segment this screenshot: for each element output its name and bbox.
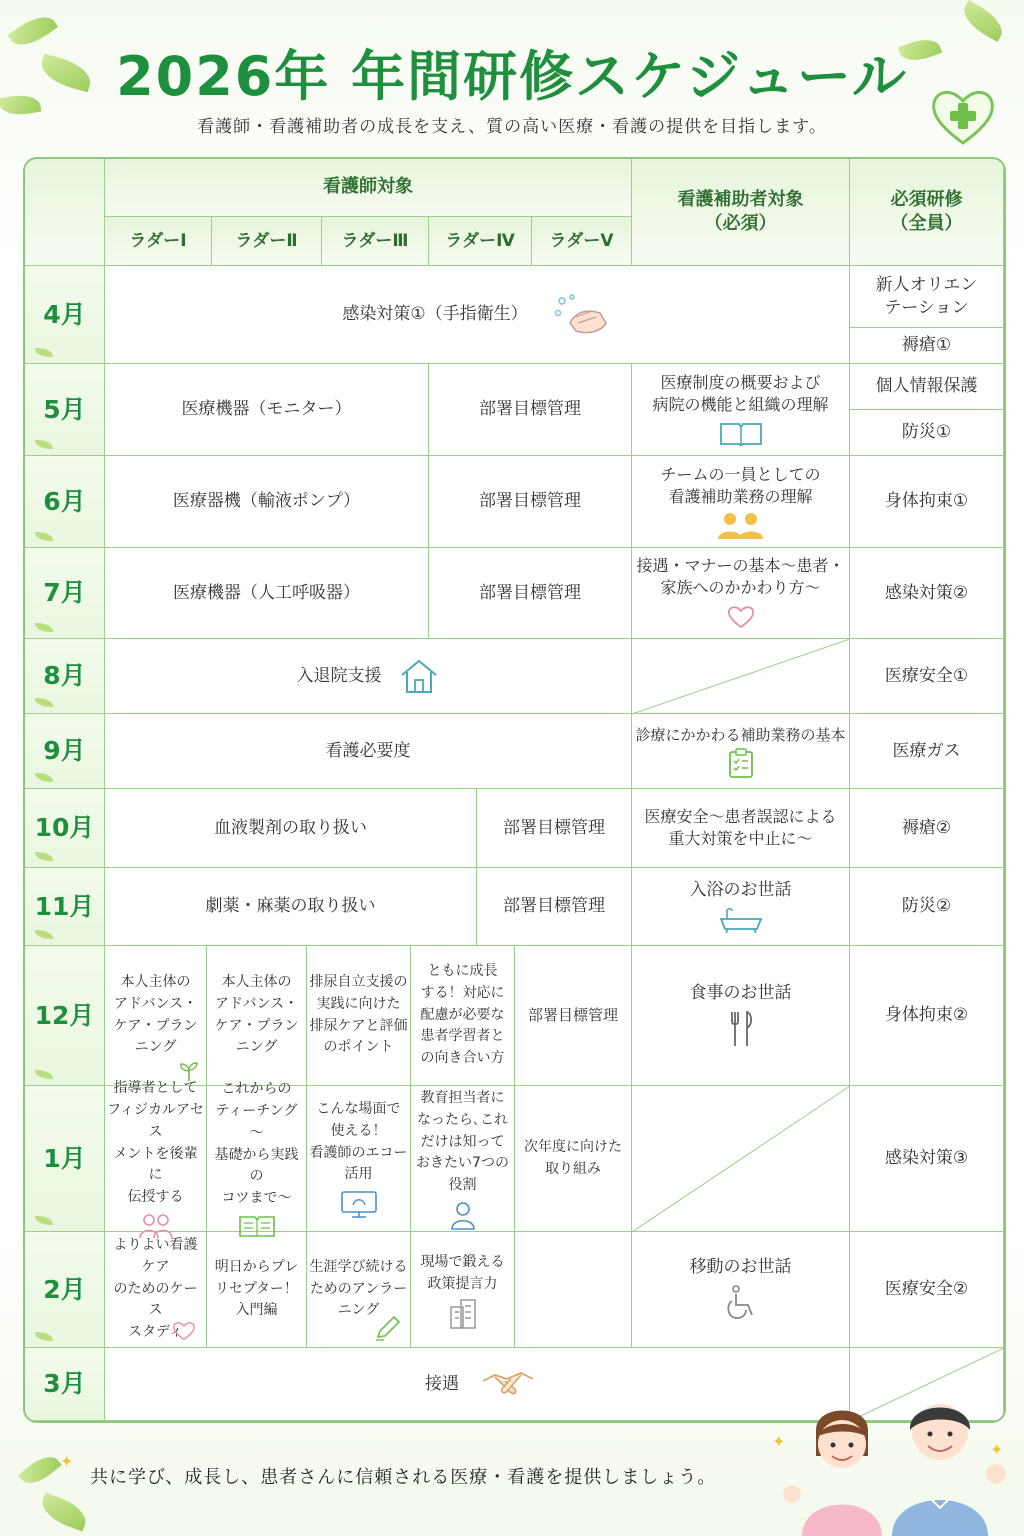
sep-aide (632, 714, 850, 789)
house-icon (398, 657, 440, 695)
feb-ladder-3 (307, 1232, 411, 1348)
oct-req (850, 789, 1004, 868)
handshake-icon (481, 1367, 535, 1401)
sparkle-icon: ✦ (990, 1440, 1004, 1459)
jan-ladder-1 (105, 1080, 207, 1232)
course-title: 接遇 (425, 1373, 459, 1394)
mar-nurse-course (105, 1348, 850, 1421)
feb-req (850, 1232, 1004, 1348)
jun-nurse-course (105, 456, 429, 548)
course-title: 新人オリエン テーション (875, 274, 978, 318)
course-title: 個人情報保護 (875, 376, 978, 397)
course-title: 接遇・マナーの基本～患者・ 家族へのかかわり方～ (636, 556, 845, 597)
nov-nurse-course (105, 868, 477, 946)
month-aug (25, 639, 105, 714)
oct-nurse-course (105, 789, 477, 868)
sparkle-icon: ✦ (772, 1432, 786, 1451)
month-jul (25, 548, 105, 639)
dec-aide (632, 946, 850, 1086)
heart-icon (727, 605, 755, 629)
ladder-label: ラダーⅢ (341, 230, 409, 251)
sep-req (850, 714, 1004, 789)
course-title: 部署目標管理 (479, 399, 581, 420)
course-title: チームの一員としての 看護補助業務の理解 (660, 464, 821, 506)
course-title: 移動のお世話 (689, 1257, 792, 1278)
month-label: 7月 (43, 578, 86, 608)
nov-aide (632, 868, 850, 946)
header-aide-label: 看護補助者対象 （必須） (677, 188, 804, 234)
course-title: 現場で鍛える 政策提言力 (420, 1253, 505, 1292)
dec-ladder-2 (207, 946, 307, 1086)
course-title: 入退院支援 (296, 665, 382, 686)
course-title: 医療安全② (884, 1279, 969, 1300)
course-title: こんな場面で 使える！ 看護師のエコー 活用 (309, 1101, 408, 1183)
cutlery-icon (727, 1010, 755, 1048)
nov-mgmt (477, 868, 632, 946)
course-title: 看護必要度 (325, 740, 411, 761)
hand-wash-icon (552, 293, 612, 337)
course-title: よりよい看護ケア のためのケース スタディ (113, 1237, 198, 1341)
course-title: 部署目標管理 (479, 491, 581, 512)
jun-mgmt (429, 456, 632, 548)
course-title: 指導者として フィジカルアセス メントを後輩に 伝授する (107, 1080, 204, 1205)
header-nurses-label: 看護師対象 (323, 176, 413, 198)
month-label: 11月 (34, 891, 95, 921)
course-title: 感染対策③ (884, 1148, 969, 1169)
leaf-decoration (37, 1493, 90, 1532)
course-title: これからの ティーチング～ 基礎から実践の コツまで～ (214, 1081, 299, 1206)
course-title: 感染対策② (884, 582, 969, 603)
leaf-decoration (18, 1449, 61, 1490)
jul-nurse-course (105, 548, 429, 639)
may-aide (632, 364, 850, 456)
feb-ladder-4 (411, 1232, 515, 1348)
course-title: 部署目標管理 (503, 896, 605, 917)
course-title: 本人主体の アドバンス・ ケア・プラン ニング (214, 974, 299, 1056)
header-ladder-5 (532, 217, 632, 266)
jun-aide (632, 456, 850, 548)
dec-req (850, 946, 1004, 1086)
dec-ladder-3 (307, 946, 411, 1086)
apr-req-1 (850, 266, 1004, 328)
apr-req-2 (850, 328, 1004, 364)
ladder-label: ラダーⅣ (445, 230, 515, 251)
jul-mgmt (429, 548, 632, 639)
month-label: 8月 (43, 661, 86, 691)
feb-ladder-1 (105, 1232, 207, 1348)
course-title: 排尿自立支援の 実践に向けた 排尿ケアと評価 のポイント (309, 974, 408, 1056)
header-aide (632, 159, 850, 266)
course-title: 防災① (901, 422, 952, 443)
feb-ladder-5-empty (515, 1232, 632, 1348)
course-title: 明日からプレ リセプター！ 入門編 (214, 1258, 299, 1319)
page-subtitle: 看護師・看護補助者の成長を支え、質の高い医療・看護の提供を目指します。 (197, 117, 827, 137)
oct-mgmt (477, 789, 632, 868)
month-label: 5月 (43, 394, 86, 424)
feb-ladder-2 (207, 1232, 307, 1348)
month-jun (25, 456, 105, 548)
header-ladder-2 (212, 217, 322, 266)
course-title: 本人主体の アドバンス・ ケア・プラン ニング (113, 974, 198, 1056)
aug-req (850, 639, 1004, 714)
month-oct (25, 789, 105, 868)
apr-nurse-course (105, 266, 850, 364)
course-title: 次年度に向けた 取り組み (524, 1138, 622, 1177)
may-nurse-course (105, 364, 429, 456)
course-title: 身体拘束① (884, 491, 969, 512)
month-apr (25, 266, 105, 364)
bathtub-icon (719, 907, 763, 933)
course-title: ともに成長 する！対応に 配慮が必要な 患者学習者と の向き合い方 (420, 963, 505, 1067)
header-ladder-3 (322, 217, 429, 266)
header-ladder-4 (429, 217, 532, 266)
building-icon (447, 1297, 479, 1329)
course-title: 身体拘束② (884, 1005, 969, 1026)
course-title: 部署目標管理 (527, 1005, 618, 1024)
course-title: 部署目標管理 (479, 582, 581, 603)
may-req-2 (850, 410, 1004, 456)
course-title: 医療安全① (884, 665, 969, 686)
course-title: 教育担当者に なったら､これ だけは知って おきたい7つの 役割 (416, 1090, 509, 1194)
jan-ladder-4 (411, 1086, 515, 1232)
course-title: 血液製剤の取り扱い (214, 817, 367, 838)
course-title: 褥瘡② (901, 817, 952, 838)
pencil-icon (374, 1315, 402, 1341)
month-label: 12月 (34, 1000, 95, 1030)
course-title: 食事のお世話 (689, 983, 792, 1004)
sep-nurse-course (105, 714, 632, 789)
header-required-label: 必須研修 （全員） (890, 188, 963, 234)
course-title: 入浴のお世話 (689, 880, 792, 901)
may-req-1 (850, 364, 1004, 410)
course-title: 防災② (901, 896, 952, 917)
jan-ladder-3 (307, 1086, 411, 1232)
header-required (850, 159, 1004, 266)
month-nov (25, 868, 105, 946)
header-ladder-1 (105, 217, 212, 266)
clipboard-icon (728, 748, 754, 778)
wheelchair-icon (724, 1285, 758, 1321)
nov-req (850, 868, 1004, 946)
header-nurses (105, 159, 632, 217)
may-mgmt (429, 364, 632, 456)
month-sep (25, 714, 105, 789)
jan-ladder-5 (515, 1086, 632, 1232)
feb-aide (632, 1232, 850, 1348)
month-label: 1月 (43, 1143, 86, 1173)
schedule-table (23, 157, 1006, 1423)
course-title: 医療制度の概要および 病院の機能と組織の理解 (652, 372, 829, 414)
page-title: 2026年 年間研修スケジュール (116, 45, 908, 108)
ladder-label: ラダーⅤ (549, 230, 614, 251)
month-label: 2月 (43, 1274, 86, 1304)
month-label: 9月 (43, 736, 86, 766)
course-title: 医療機器（人工呼吸器） (173, 582, 360, 603)
course-title: 褥瘡① (901, 335, 952, 356)
empty-cell-diagonal (632, 1086, 850, 1232)
jan-ladder-2 (207, 1081, 307, 1232)
course-title: 診療にかかわる補助業務の基本 (635, 725, 846, 744)
monitor-icon (340, 1190, 378, 1218)
oct-aide (632, 789, 850, 868)
course-title: 生涯学び続ける ためのアンラー ニング (309, 1258, 408, 1319)
month-dec (25, 946, 105, 1086)
jul-req (850, 548, 1004, 639)
footer-message: 共に学び、成長し、患者さんに信頼される医療・看護を提供しましょう。 (90, 1467, 717, 1488)
course-title: 劇薬・麻薬の取り扱い (205, 896, 376, 917)
aug-nurse-course (105, 639, 632, 714)
medical-heart-icon (928, 85, 998, 147)
heart-icon (172, 1321, 196, 1341)
course-title: 医療安全～患者誤認による 重大対策を中止に～ (644, 807, 837, 848)
empty-cell-diagonal (632, 639, 850, 714)
people-icon (715, 511, 767, 539)
ladder-label: ラダーⅡ (235, 230, 298, 251)
nurse-illustration (782, 1390, 1012, 1536)
jul-aide (632, 548, 850, 639)
course-title: 医療器機（輸液ポンプ） (172, 491, 361, 512)
month-jan (25, 1086, 105, 1232)
jun-req (850, 456, 1004, 548)
month-label: 6月 (43, 486, 86, 516)
person-icon (449, 1200, 477, 1230)
header-corner (25, 159, 105, 266)
sparkle-icon: ✦ (60, 1452, 74, 1471)
month-feb (25, 1232, 105, 1348)
month-label: 3月 (43, 1369, 86, 1399)
book-icon (719, 420, 763, 446)
month-mar (25, 1348, 105, 1421)
month-may (25, 364, 105, 456)
course-title: 感染対策①（手指衛生） (342, 304, 528, 325)
course-title: 部署目標管理 (503, 817, 605, 838)
course-title: 医療機器（モニター） (181, 399, 352, 420)
jan-req (850, 1086, 1004, 1232)
dec-ladder-1 (105, 946, 207, 1086)
month-label: 4月 (43, 299, 86, 329)
ladder-label: ラダーⅠ (129, 230, 187, 251)
course-title: 医療ガス (892, 740, 961, 761)
dec-ladder-5 (515, 946, 632, 1086)
dec-ladder-4 (411, 946, 515, 1086)
month-label: 10月 (34, 813, 95, 843)
